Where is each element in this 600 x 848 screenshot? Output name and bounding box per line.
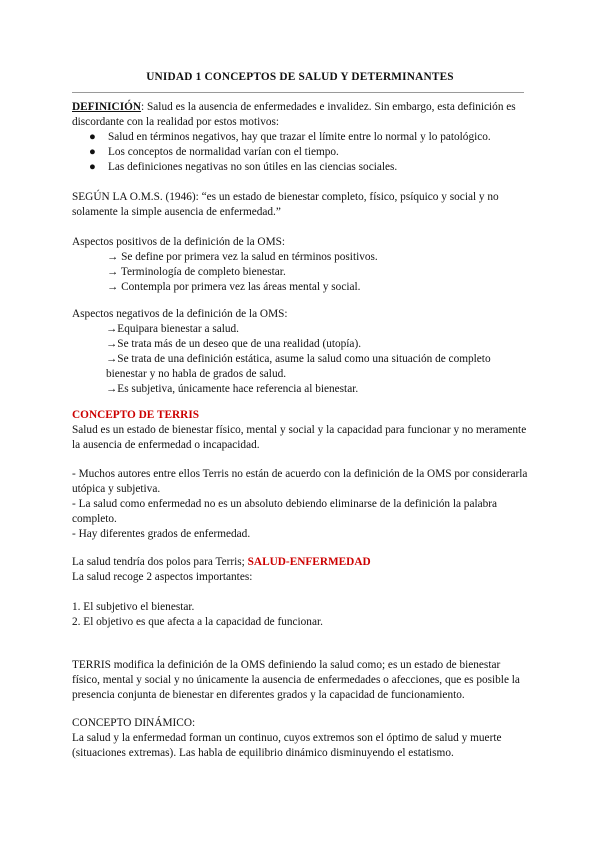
list-item: 1. El subjetivo el bienestar. (72, 601, 195, 613)
positivos-list (72, 250, 528, 295)
page-title: UNIDAD 1 CONCEPTOS DE SALUD Y DETERMINANTES (146, 71, 454, 83)
negativos-list (72, 322, 528, 397)
terris-points (72, 467, 528, 542)
list-item: 2. El objetivo es que afecta a la capacidad de funcionar. (72, 616, 323, 628)
terris-heading: CONCEPTO DE TERRIS (72, 409, 200, 421)
list-item: → Se define por primera vez la salud en términos positivos. (107, 251, 378, 263)
terris-modifica (72, 658, 528, 703)
terris-point: - Muchos autores entre ellos Terris no están de acuerdo con la definición de la OMS por considerarla utópica y subjetiva. (72, 468, 528, 495)
terris-section (72, 408, 528, 453)
list-item: →Se trata más de un deseo que de una realidad (utopía). (106, 338, 362, 350)
list-item: → Contempla por primera vez las áreas mental y social. (107, 281, 361, 293)
positivos-section (72, 235, 528, 295)
dinamico-heading: CONCEPTO DINÁMICO: (72, 717, 196, 729)
definicion-paragraph (72, 100, 528, 130)
list-item: ● Salud en términos negativos, hay que trazar el límite entre lo normal y lo patológico. (89, 131, 491, 143)
terris-numbered (72, 600, 528, 630)
polos-line: La salud tendría dos polos para Terris; SALUD-ENFERMEDAD (72, 556, 371, 568)
title-divider (72, 92, 524, 93)
negativos-section (72, 307, 528, 397)
definicion-text: : Salud es la ausencia de enfermedades e invalidez. Sin embargo, esta definición es discordante con la realidad por estos motivos: (72, 101, 516, 128)
definicion-section (72, 100, 528, 175)
definicion-label: DEFINICIÓN (72, 101, 142, 113)
terris-polos (72, 555, 528, 585)
list-item: → Terminología de completo bienestar. (107, 266, 286, 278)
list-item: →Es subjetiva, únicamente hace referencia al bienestar. (106, 383, 359, 395)
terris-modifica-paragraph: TERRIS modifica la definición de la OMS definiendo la salud como; es un estado de bienestar físico, mental y social y no únicamente la ausencia de enfermedades o afecciones, que es posible la presencia conjunta de bienestar en diferentes grados y la capacidad de funcionamiento. (72, 659, 520, 701)
dinamico-text: La salud y la enfermedad forman un continuo, cuyos extremos son el óptimo de salud y muerte (situaciones extremas). Las habla de equilibrio dinámico disminuyendo el estatismo. (72, 732, 502, 759)
definicion-bullets (72, 130, 528, 175)
positivos-heading: Aspectos positivos de la definición de la OMS: (72, 236, 286, 248)
bullet-icon: ● (89, 131, 96, 143)
list-item: →Se trata de una definición estática, asume la salud como una situación de completo bienestar y no habla de grados de salud. (106, 353, 491, 380)
bullet-icon: ● (89, 161, 96, 173)
terris-point: - Hay diferentes grados de enfermedad. (72, 528, 251, 540)
terris-point: - La salud como enfermedad no es un absoluto debiendo eliminarse de la definición la palabra completo. (72, 498, 498, 525)
list-item: →Equipara bienestar a salud. (106, 323, 240, 335)
dinamico-section (72, 716, 528, 761)
list-item: ● Los conceptos de normalidad varían con el tiempo. (89, 146, 339, 158)
aspectos-line: La salud recoge 2 aspectos importantes: (72, 571, 253, 583)
salud-enfermedad-highlight: SALUD-ENFERMEDAD (247, 556, 371, 568)
terris-definition: Salud es un estado de bienestar físico, mental y social y la capacidad para funcionar y no meramente la ausencia de enfermedad o incapacidad. (72, 424, 527, 451)
bullet-icon: ● (89, 146, 96, 158)
oms-section (72, 190, 528, 220)
oms-definition: SEGÚN LA O.M.S. (1946): “es un estado de bienestar completo, físico, psíquico y social y no solamente la simple ausencia de enfermedad.” (72, 191, 499, 218)
list-item: ● Las definiciones negativas no son útiles en las ciencias sociales. (89, 161, 398, 173)
negativos-heading: Aspectos negativos de la definición de la OMS: (72, 308, 288, 320)
